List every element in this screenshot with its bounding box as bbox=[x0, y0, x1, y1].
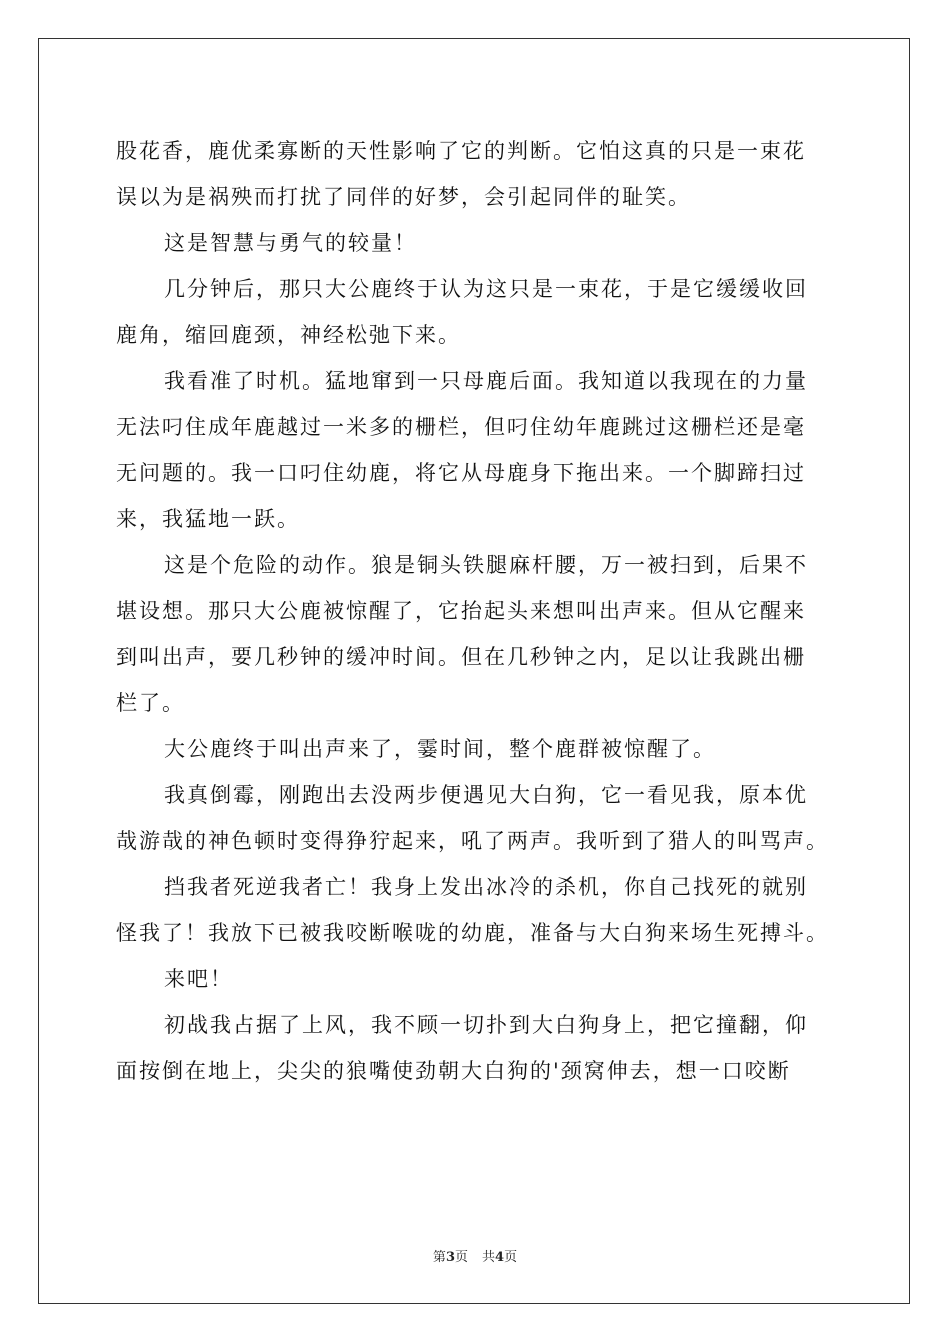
current-page-number: 3 bbox=[445, 1250, 455, 1265]
text-line: 几分钟后，那只大公鹿终于认为这只是一束花，于是它缓缓收回 bbox=[164, 277, 808, 301]
text-line: 大公鹿终于叫出声来了，霎时间，整个鹿群被惊醒了。 bbox=[164, 737, 716, 761]
text-line: 面按倒在地上，尖尖的狼嘴使劲朝大白狗的'颈窝伸去，想一口咬断 bbox=[116, 1059, 791, 1083]
text-line: 这是个危险的动作。狼是铜头铁腿麻杆腰，万一被扫到，后果不 bbox=[164, 553, 808, 577]
text-line: 来吧！ bbox=[164, 967, 233, 991]
text-line: 我真倒霉，刚跑出去没两步便遇见大白狗，它一看见我，原本优 bbox=[164, 783, 808, 807]
text-line: 挡我者死逆我者亡！我身上发出冰冷的杀机，你自己找死的就别 bbox=[164, 875, 808, 899]
page-footer bbox=[0, 1246, 950, 1265]
text-line: 堪设想。那只大公鹿被惊醒了，它抬起头来想叫出声来。但从它醒来 bbox=[116, 599, 806, 623]
text-line: 到叫出声，要几秒钟的缓冲时间。但在几秒钟之内，足以让我跳出栅 bbox=[116, 645, 806, 669]
text-line: 哉游哉的神色顿时变得狰狞起来，吼了两声。我听到了猎人的叫骂声。 bbox=[116, 829, 829, 853]
total-prefix: 共 bbox=[482, 1250, 496, 1265]
text-line: 鹿角，缩回鹿颈，神经松弛下来。 bbox=[116, 323, 461, 347]
page-suffix: 页 bbox=[454, 1250, 468, 1265]
text-line: 栏了。 bbox=[116, 691, 185, 715]
document-body bbox=[116, 128, 846, 1094]
text-line: 无法叼住成年鹿越过一米多的栅栏，但叼住幼年鹿跳过这栅栏还是毫 bbox=[116, 415, 806, 439]
text-line: 股花香，鹿优柔寡断的天性影响了它的判断。它怕这真的只是一束花 bbox=[116, 139, 806, 163]
text-line: 这是智慧与勇气的较量！ bbox=[164, 231, 417, 255]
text-line: 来，我猛地一跃。 bbox=[116, 507, 300, 531]
text-line: 误以为是祸殃而打扰了同伴的好梦，会引起同伴的耻笑。 bbox=[116, 185, 691, 209]
page-prefix: 第 bbox=[432, 1250, 446, 1265]
total-page-number: 4 bbox=[495, 1250, 505, 1265]
text-line: 怪我了！我放下已被我咬断喉咙的幼鹿，准备与大白狗来场生死搏斗。 bbox=[116, 921, 829, 945]
text-line: 初战我占据了上风，我不顾一切扑到大白狗身上，把它撞翻，仰 bbox=[164, 1013, 808, 1037]
text-line: 我看准了时机。猛地窜到一只母鹿后面。我知道以我现在的力量 bbox=[164, 369, 808, 393]
text-line: 无问题的。我一口叼住幼鹿，将它从母鹿身下拖出来。一个脚蹄扫过 bbox=[116, 461, 806, 485]
total-suffix: 页 bbox=[504, 1250, 518, 1265]
